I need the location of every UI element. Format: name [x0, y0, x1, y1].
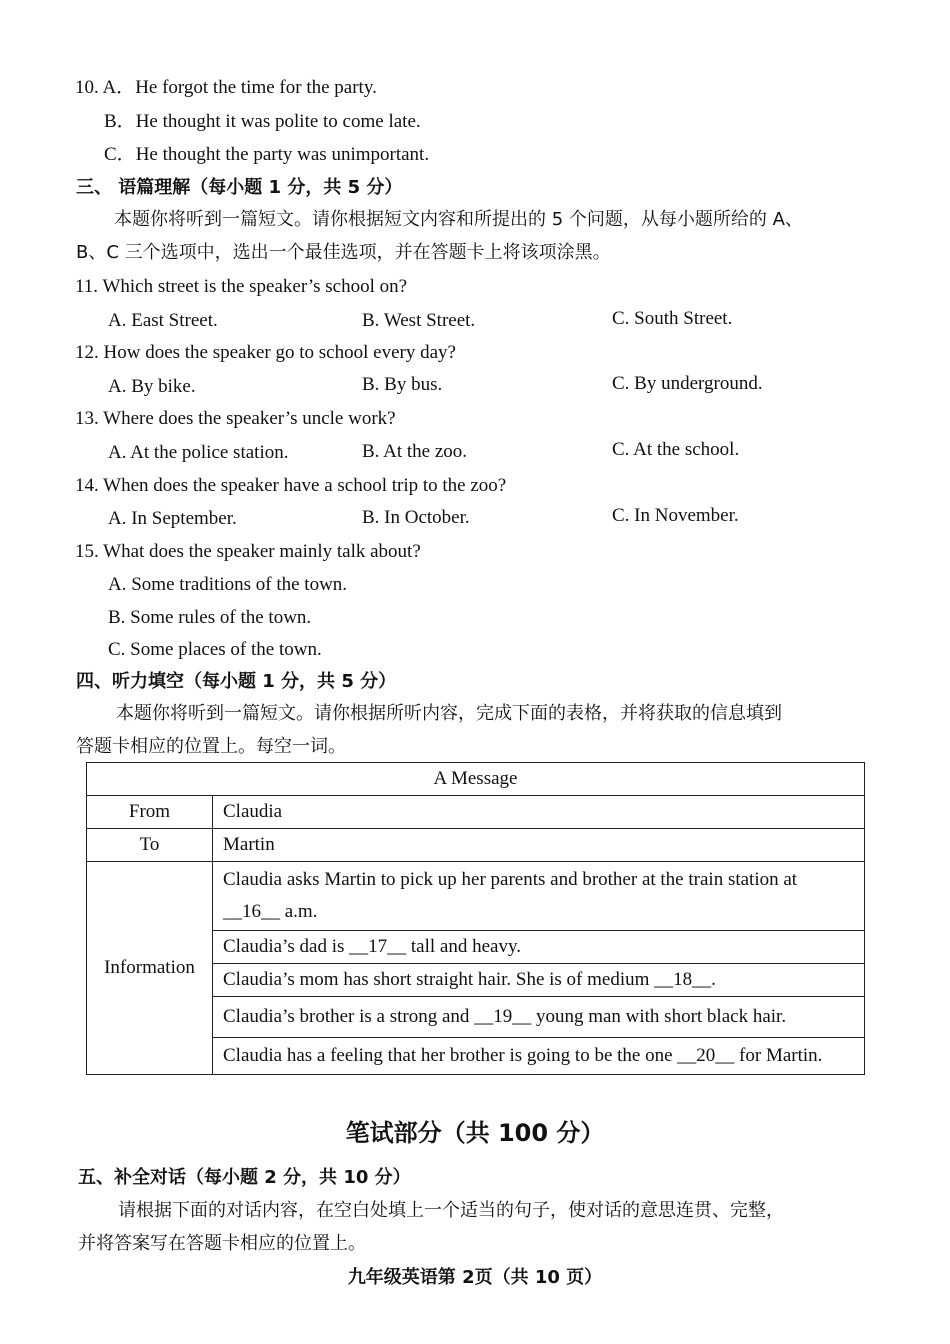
info-row-3-tail: .	[711, 969, 716, 990]
q14-option-b: B. In October.	[362, 507, 470, 528]
q14-question: 14. When does the speaker have a school trip to the zoo?	[75, 475, 507, 496]
section5-instruction-line2: 并将答案写在答题卡相应的位置上。	[78, 1233, 366, 1254]
q10-option-c	[104, 143, 429, 167]
blank-17[interactable]: __17__	[349, 936, 407, 957]
q11-option-c: C. South Street.	[612, 308, 733, 329]
q13-option-b: B. At the zoo.	[362, 441, 468, 462]
from-label: From	[87, 796, 213, 829]
q10-option-a	[75, 76, 377, 100]
section5-heading: 五、补全对话（每小题 2 分，共 10 分）	[78, 1167, 411, 1188]
q10-c-label: C．	[104, 144, 136, 165]
info-row-4-text: Claudia’s brother is a strong and	[223, 1006, 475, 1027]
q15-question: 15. What does the speaker mainly talk about?	[75, 541, 421, 562]
section4-heading: 四、听力填空（每小题 1 分，共 5 分）	[76, 671, 397, 692]
blank-19[interactable]: __19__	[474, 1006, 532, 1027]
q11-question: 11. Which street is the speaker’s school on?	[75, 276, 408, 297]
q10-b-text: He thought it was polite to come late.	[135, 111, 421, 132]
table-title-row	[87, 763, 865, 796]
blank-18[interactable]: __18__	[654, 969, 712, 990]
q13-question: 13. Where does the speaker’s uncle work?	[75, 408, 396, 429]
section4-instruction-line1: 本题你将听到一篇短文。请你根据所听内容，完成下面的表格，并将获取的信息填到	[116, 703, 782, 724]
q15-option-a: A. Some traditions of the town.	[108, 574, 348, 595]
table-row	[87, 829, 865, 862]
info-row-3	[213, 964, 865, 997]
info-row-5	[213, 1038, 865, 1075]
q10-a-text: He forgot the time for the party.	[135, 77, 377, 98]
info-row-5-text: Claudia has a feeling that her brother is going to be the one	[223, 1045, 678, 1066]
info-row-1	[213, 862, 865, 931]
info-row-1-text: Claudia asks Martin to pick up her parents and brother at the train station at	[223, 869, 798, 890]
section4-instruction-line2: 答题卡相应的位置上。每空一词。	[76, 736, 346, 757]
info-row-2-tail: tall and heavy.	[406, 936, 521, 957]
blank-16[interactable]: __16__	[223, 901, 280, 922]
q10-option-b	[104, 110, 421, 134]
table-title: A Message	[87, 763, 865, 796]
information-label: Information	[87, 862, 213, 1075]
info-row-4	[213, 997, 865, 1038]
blank-20[interactable]: __20__	[677, 1045, 735, 1066]
section3-instruction-line2: B、C 三个选项中，选出一个最佳选项，并在答题卡上将该项涂黑。	[76, 242, 611, 263]
to-label: To	[87, 829, 213, 862]
q12-option-c: C. By underground.	[612, 373, 763, 394]
table-row	[87, 862, 865, 931]
table-row	[87, 796, 865, 829]
q15-option-b: B. Some rules of the town.	[108, 607, 312, 628]
info-row-4-tail: young man with short black hair.	[531, 1006, 787, 1027]
q13-option-a: A. At the police station.	[108, 442, 289, 463]
info-row-1-tail: a.m.	[280, 901, 318, 922]
q14-option-a: A. In September.	[108, 508, 237, 529]
q10-b-label: B．	[104, 111, 136, 132]
info-row-3-text: Claudia’s mom has short straight hair. She is of medium	[223, 969, 655, 990]
q11-option-b: B. West Street.	[362, 310, 476, 331]
to-value: Martin	[213, 829, 865, 862]
section3-heading: 三、 语篇理解（每小题 1 分，共 5 分）	[76, 177, 403, 198]
page-footer: 九年级英语第 2页（共 10 页）	[347, 1267, 603, 1288]
q15-option-c: C. Some places of the town.	[108, 639, 322, 660]
q12-option-a: A. By bike.	[108, 376, 196, 397]
q14-option-c: C. In November.	[612, 505, 739, 526]
q10-number: 10. A．	[75, 77, 136, 98]
q11-option-a: A. East Street.	[108, 310, 218, 331]
from-value: Claudia	[213, 796, 865, 829]
section3-instruction-line1: 本题你将听到一篇短文。请你根据短文内容和所提出的 5 个问题，从每小题所给的 A、	[114, 209, 803, 230]
written-part-title: 笔试部分（共 100 分）	[345, 1119, 605, 1147]
info-row-5-tail: for Martin.	[734, 1045, 823, 1066]
message-table	[86, 762, 865, 1075]
q10-c-text: He thought the party was unimportant.	[135, 144, 430, 165]
info-row-2	[213, 931, 865, 964]
q13-option-c: C. At the school.	[612, 439, 740, 460]
section5-instruction-line1: 请根据下面的对话内容，在空白处填上一个适当的句子，使对话的意思连贯、完整，	[118, 1200, 784, 1221]
info-row-2-text: Claudia’s dad is	[223, 936, 350, 957]
q12-question: 12. How does the speaker go to school every day?	[75, 342, 456, 363]
q12-option-b: B. By bus.	[362, 374, 443, 395]
